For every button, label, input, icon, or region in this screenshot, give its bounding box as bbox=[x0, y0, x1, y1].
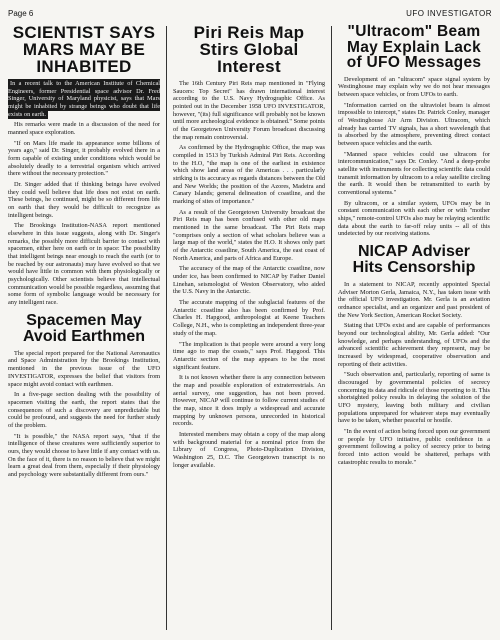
article-headline bbox=[338, 244, 490, 276]
article-headline bbox=[338, 24, 490, 71]
article-paragraph: In a five-page section dealing with the possibility of spacemen visiting the earth, the report states that the consequences of such a discovery are unpredictable but could be profound, and suggests the need for further study of the problem. bbox=[8, 391, 160, 429]
article-paragraph: It is not known whether there is any connection between the map and possible exploration of extraterrestrials. An aerial survey, one suggestion, has not been proved. However, NICAP will continue to follow current studies of the map, since it does imply a widespread and accurate mapping by unknown persons, unrecorded in historical records. bbox=[173, 374, 325, 428]
article-paragraph: By ultracom, or a similar system, UFOs may be in constant communication with each other or with "mother ships," remote-control UFOs also may be relaying scientific data about the earth to far-off relay units -- all of this undetected by our receiving stations. bbox=[338, 199, 490, 238]
article-paragraph: In a statement to NICAP, recently appointed Special Adviser Morton Gerla, Jamaica, N.Y., has taken issue with the official UFO investigation. Mr. Gerla is an aviation ordnance specialist, and an organizer and past president of the New York Section, American Rocket Society. bbox=[338, 280, 490, 319]
headline-line: Stirs Global bbox=[199, 40, 299, 59]
headline-line: of UFO Messages bbox=[346, 54, 482, 71]
column-2 bbox=[173, 24, 325, 634]
article-paragraph: Stating that UFOs exist and are capable of performances beyond our technological ability, Mr. Gerla added: "Our knowledge, and perhaps understanding, of UFOs and the advanced scientific achievement they represent, may be increased by widespread, cooperative observation and reporting of their activities. bbox=[338, 322, 490, 368]
article-paragraph bbox=[8, 80, 160, 118]
lead-paragraph: In a recent talk to the American Institute of Chemical Engineers, former Presidential space advisor Dr. Fred Singer, University of Maryland physicist, says that Mars might be inhabited by strange beings who doubt that life exists on earth. bbox=[8, 80, 160, 118]
article-paragraph: "Manned space vehicles could use ultracom for intercommunication," says Dr. Conley. "And a deep-probe satellite with instruments for collecting scientific data could transmit information by ultracom to a relay satellite circling the earth. It would then be retransmitted to earth by conventional systems." bbox=[338, 150, 490, 196]
article-paragraph: The accurate mapping of the subglacial features of the Antarctic coastline also has been confirmed by Prof. Charles H. Hapgood, anthropologist at Keene Teachers College, N.H., who is completing an independent three-year study of the map. bbox=[173, 299, 325, 337]
article-paragraph: The 16th Century Piri Reis map mentioned in "Flying Saucers: Top Secret" has drawn international interest according to the U.S. Navy Hydrographic Office. As pointed out in the December 1958 UFO INVESTIGATOR, however, "(its) full significance will probably not be known until more archeological evidence is obtained." Some points of the Georgetown University Forum broadcast discussing the map remain controversial. bbox=[173, 80, 325, 141]
headline-line: Piri Reis Map bbox=[193, 24, 305, 42]
headline-line: SCIENTIST SAYS bbox=[12, 24, 156, 42]
article-paragraph: "Information carried on the ultraviolet beam is almost impossible to intercept," states Dr. Patrick Conley, manager of Westinghouse Air Arm Division. Ultracom, which already has carried TV signals, has a short wavelength that is absorbed by the atmosphere, preventing direct contact between space vehicles and the earth. bbox=[338, 101, 490, 147]
column-divider bbox=[166, 26, 167, 630]
headline-line: May Explain Lack bbox=[346, 38, 482, 56]
article-paragraph: Dr. Singer added that if thinking beings have evolved they could well believe that life does not exist on earth. These beings, he continued, might be so different from life on earth that they would be difficult to recognize as intelligent beings. bbox=[8, 181, 160, 219]
article-headline bbox=[8, 313, 160, 345]
headline-line: Avoid Earthmen bbox=[22, 327, 146, 345]
column-3 bbox=[338, 24, 490, 634]
article-paragraph: "It is possible," the NASA report says, "that if the intelligence of these creatures were sufficiently superior to ours, they would choose to have little if any contact with us. On the face of it, there is no reason to believe that we might learn a great deal from them, especially if their physiology and psychology were substantially different from ours." bbox=[8, 432, 160, 478]
headline-line: MARS MAY BE bbox=[22, 40, 146, 59]
article-paragraph: Interested members may obtain a copy of the map along with background material for a nominal price from the Library of Congress, Photo-Duplication Division, Washington 25, D.C. The Georgetown transcript is no longer available. bbox=[173, 430, 325, 469]
publication-name: UFO INVESTIGATOR bbox=[406, 8, 492, 18]
headline-line: "Ultracom" Beam bbox=[347, 24, 481, 40]
article-paragraph: "If on Mars life made its appearance some billions of years ago," said Dr. Singer, it probably evolved there in a form capable of existing under conditions which would be absolutely deadly to a terrestrial organism which arrived there without the necessary protection." bbox=[8, 139, 160, 178]
article-paragraph: "The implication is that people were around a very long time ago to map the coasts," says Prof. Hapgood. This Antarctic section of the map appears to be the most significant feature. bbox=[173, 340, 325, 371]
headline-line: Spacemen May bbox=[26, 311, 142, 329]
headline-line: Interest bbox=[217, 57, 281, 76]
article-headline bbox=[8, 24, 160, 75]
article-paragraph: His remarks were made in a discussion of the need for manned space exploration. bbox=[8, 121, 160, 137]
article-paragraph: Development of an "ultracom" space signal system by Westinghouse may explain why we do not hear messages between space vehicles, or from UFOs to earth. bbox=[338, 75, 490, 98]
article-paragraph: The special report prepared for the National Aeronautics and Space Administration by the Brookings Institution, mentioned in the previous issue of the UFO INVESTIGATOR, expresses the belief that visitors from space might avoid contact with earthmen. bbox=[8, 349, 160, 388]
headline-line: INHABITED bbox=[36, 57, 132, 76]
article-paragraph: As a result of the Georgetown University broadcast the Piri Reis map has been confused with other old maps mentioned in the same broadcast. The Piri Reis map "comprises only a section of what scholars believe was a large map of the world," states the H.O. It shows only part of the Antarctic coastline, South America, the east coast of North America, and parts of Africa and Europe. bbox=[173, 208, 325, 262]
headline-line: Hits Censorship bbox=[352, 258, 476, 276]
article-headline bbox=[173, 24, 325, 75]
page-header bbox=[8, 6, 492, 20]
page-number: Page 6 bbox=[8, 8, 34, 18]
column-1 bbox=[8, 24, 160, 634]
article-paragraph: As confirmed by the Hydrographic Office, the map was compiled in 1513 by Turkish Admiral Piri Reis. According to the H.O, "the map is one of the earliest in existence which show land areas of the Americas . . . particularly striking is its accuracy as regards distances between the Old and New Worlds; the position of the Azores, Madeira and Canary Islands; general delineation of coastline, and the marking of sites of importance." bbox=[173, 144, 325, 206]
column-divider bbox=[331, 26, 332, 630]
article-paragraph: The accuracy of the map of the Antarctic coastline, now under ice, has been confirmed to NICAP by Father Daniel Linehan, seismologist of Weston Observatory, who aided the U.S. Navy in the Antarctic. bbox=[173, 265, 325, 296]
article-paragraph: "In the event of action being forced upon our government or people by UFO initiative, public confidence in a government following a policy of secrecy prior to being forced into action would be shattered, perhaps with catastrophic results to morale." bbox=[338, 428, 490, 466]
article-paragraph: "Such observation and, particularly, reporting of same is discouraged by governmental policies of secrecy concerning its data and ridicule of those reporting to it. This shortsighted policy results in delaying the solution of the UFO mystery, leaving both military and civilian populations unprepared for whatever steps may eventually have to be taken, whether peaceful or hostile. bbox=[338, 371, 490, 425]
headline-line: NICAP Adviser bbox=[357, 242, 471, 260]
article-paragraph: The Brookings Institution-NASA report mentioned elsewhere in this issue suggests, along with Dr. Singer's remarks, the possibly more difficult barrier to contact with spacemen, either here on earth or in space: The possibility that intelligent beings near enough to reach the earth (or to be reached by our astronauts) may have evolved so that we would have little in common with them physiologically or psychologically. Other scientists believe that intellectual communication would be possible regardless, assuming that some form of symbolic language would be necessary for any intelligent race. bbox=[8, 222, 160, 307]
